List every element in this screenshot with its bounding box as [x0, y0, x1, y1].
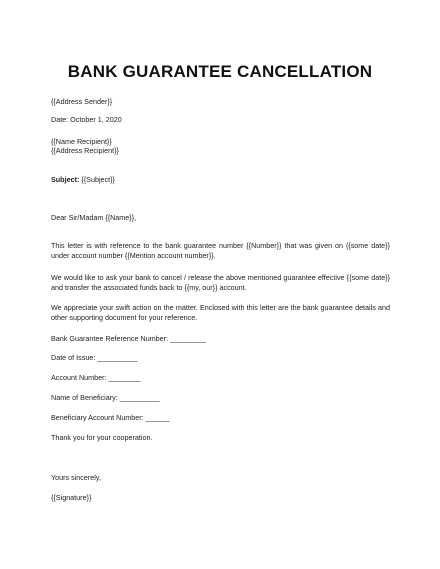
- subject-line: [51, 175, 115, 184]
- field-date-of-issue: Date of Issue: __________: [51, 353, 138, 362]
- salutation: Dear Sir/Madam {{Name}},: [51, 213, 137, 222]
- paragraph-appreciation: We appreciate your swift action on the matter. Enclosed with this letter are the bank guarantee details and other supporting document for your reference.: [51, 303, 390, 322]
- field-beneficiary-name: Name of Beneficiary: __________: [51, 393, 160, 402]
- paragraph-reference: This letter is with reference to the bank guarantee number {{Number}} that was given on {{some date}} under account number {{Mention account number}}.: [51, 241, 390, 260]
- letter-date: Date: October 1, 2020: [51, 115, 122, 124]
- field-account-number: Account Number: ________: [51, 373, 141, 382]
- field-reference-number: Bank Guarantee Reference Number: _________: [51, 334, 207, 343]
- recipient-address: {{Address Recipient}}: [51, 146, 119, 155]
- subject-label: Subject:: [51, 175, 80, 184]
- closing-line: Yours sincerely,: [51, 473, 101, 482]
- paragraph-request: We would like to ask your bank to cancel / release the above mentioned guarantee effective {{some date}} and transfer the associated funds back to {{my, our}} account.: [51, 273, 390, 292]
- document-title: BANK GUARANTEE CANCELLATION: [67, 62, 373, 81]
- signature-placeholder: {{Signature}}: [51, 493, 92, 502]
- recipient-name: {{Name Recipient}}: [51, 137, 112, 146]
- subject-value: {{Subject}}: [81, 175, 115, 184]
- thank-you-line: Thank you for your cooperation.: [51, 433, 153, 442]
- sender-address: {{Address Sender}}: [51, 97, 113, 106]
- field-beneficiary-account: Beneficiary Account Number: ______: [51, 413, 170, 422]
